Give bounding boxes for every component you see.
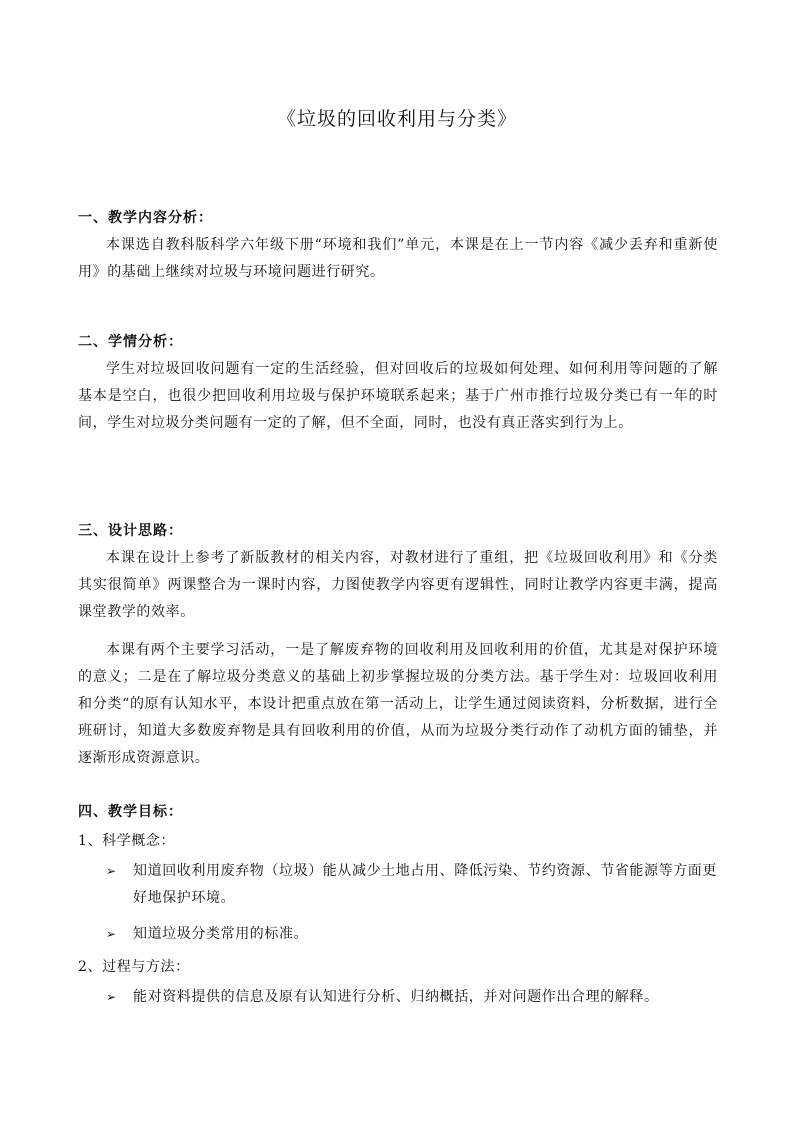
subheading-science-concepts: 1、科学概念： [78, 833, 176, 849]
document-title: 《垃圾的回收利用与分类》 [276, 108, 517, 130]
paragraph-content-analysis: 本课选自教科版科学六年级下册“环境和我们”单元，本课是在上一节内容《减少丢弃和重新使用》的基础上继续对垃圾与环境问题进行研究。 [78, 237, 718, 280]
list-item-text: 知道垃圾分类常用的标准。 [133, 926, 309, 942]
list-item-text: 知道回收利用废弃物（垃圾）能从减少土地占用、降低污染、节约资源、节省能源等方面更好地保护环境。 [133, 863, 717, 906]
section-heading-design-ideas: 三、设计思路： [78, 523, 183, 539]
section-heading-teaching-goals: 四、教学目标： [78, 804, 183, 820]
arrow-bullet-icon: ➢ [106, 927, 117, 941]
list-item-text: 能对资料提供的信息及原有认知进行分析、归纳概括，并对问题作出合理的解释。 [133, 989, 659, 1005]
list-item [106, 858, 718, 912]
arrow-bullet-icon: ➢ [106, 864, 117, 878]
subheading-process-methods: 2、过程与方法： [78, 959, 190, 975]
section-heading-student-analysis: 二、学情分析： [78, 334, 183, 350]
list-item [106, 984, 718, 1011]
list-item [106, 921, 718, 948]
paragraph-design-ideas-1: 本课在设计上参考了新版教材的相关内容，对教材进行了重组，把《垃圾回收利用》和《分类其实很简单》两课整合为一课时内容，力图使教学内容更有逻辑性，同时让教学内容更丰满，提高课堂教学的效率。 [78, 550, 718, 620]
section-heading-content-analysis: 一、教学内容分析： [78, 210, 213, 226]
arrow-bullet-icon: ➢ [106, 990, 117, 1004]
paragraph-design-ideas-2: 本课有两个主要学习活动，一是了解废弃物的回收利用及回收利用的价值，尤其是对保护环境的意义；二是在了解垃圾分类意义的基础上初步掌握垃圾的分类方法。基于学生对：垃圾回收利用和分类“的原有认知水平，本设计把重点放在第一活动上，让学生通过阅读资料，分析数据，进行全班研讨，知道大多数废弃物是具有回收利用的价值，从而为垃圾分类行动作了动机方面的铺垫，并逐渐形成资源意识。 [78, 642, 718, 766]
paragraph-student-analysis: 学生对垃圾回收问题有一定的生活经验，但对回收后的垃圾如何处理、如何利用等问题的了解基本是空白，也很少把回收利用垃圾与保护环境联系起来；基于广州市推行垃圾分类已有一年的时间，学生对垃圾分类问题有一定的了解，但不全面，同时，也没有真正落实到行为上。 [78, 361, 718, 431]
